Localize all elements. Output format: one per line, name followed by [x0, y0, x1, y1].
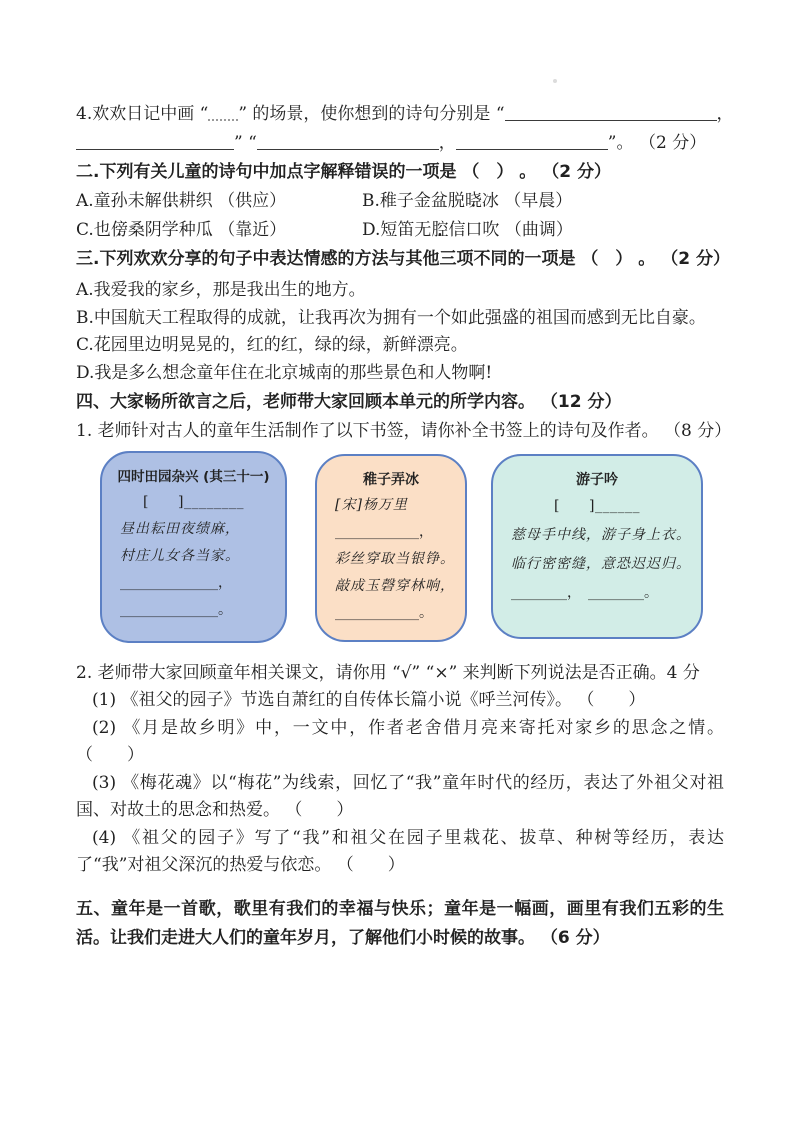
q2-item-2: (2) 《月是故乡明》中，一文中，作者老舍借月亮来寄托对家乡的思念之情。 （ ）	[76, 717, 724, 766]
card-poem-line: 敲成玉磬穿林响，	[335, 577, 455, 594]
bookmark-card-zhizi-nongbing	[315, 454, 467, 642]
section-3-option-c: C.花园里边明晃晃的，红的红，绿的绿，新鲜漂亮。	[76, 335, 468, 356]
q4-text-comma: ，	[716, 104, 734, 124]
section-3-option-b: B.中国航天工程取得的成就，让我再次为拥有一个如此强盛的祖国而感到无比自豪。	[76, 307, 706, 328]
q4-answer-blank-4	[456, 132, 608, 150]
option-text: 冰 （早晨）	[481, 191, 573, 211]
scan-artifact-dot	[553, 79, 557, 83]
option-text: 耕织 （供应）	[178, 191, 287, 211]
option-text: C.也	[76, 220, 111, 240]
bookmark-cards	[100, 451, 724, 643]
card-poem-line: 慈母手中线，游子身上衣。	[511, 526, 691, 543]
dotted-char: 晓 •	[465, 187, 482, 216]
section-2-option-b	[362, 187, 572, 216]
section-3-heading: 三.下列欢欢分享的句子中表达情感的方法与其他三项不同的一项是 （ ） 。 （2 分）	[76, 249, 730, 269]
card-blank-line: ____________。	[335, 604, 433, 621]
section-2-heading: 二.下列有关儿童的诗句中加点字解释错误的一项是 （ ） 。 （2 分）	[76, 162, 611, 182]
card-poem-line: 彩丝穿取当银铮。	[335, 550, 455, 567]
card-poem-line: 村庄儿女各当家。	[120, 547, 240, 564]
q4-text-mid: ” 的场景，使你想到的诗句分别是 “	[238, 104, 505, 124]
q4-text-comma-2: ，	[438, 133, 456, 153]
q4-text-quotes: ” “	[234, 133, 257, 153]
card-title: 稚子弄冰	[363, 471, 419, 488]
q4-text-close: ”。	[607, 133, 634, 153]
q2-item-1: (1) 《祖父的园子》节选自萧红的自传体长篇小说《呼兰河传》。 （ ）	[92, 690, 646, 711]
card-title: 游子吟	[576, 471, 618, 488]
q4-score: （2 分）	[647, 133, 707, 153]
q2-item-4: (4) 《祖父的园子》写了“我”和祖父在园子里栽花、拔草、种树等经历，表达了“我”对祖父深沉的热爱与依恋。 （ ）	[76, 827, 724, 876]
dotted-char: 傍 •	[111, 216, 128, 245]
q4-answer-blank-2	[76, 132, 234, 150]
card-blank-line: ________， ________。	[511, 584, 658, 601]
q4-answer-blank-3	[257, 132, 439, 150]
section-2-options-row-1	[76, 187, 724, 216]
card-title: 四时田园杂兴 (其三十一)	[117, 468, 270, 485]
q2-item-3: (3) 《梅花魂》以“梅花”为线索，回忆了“我”童年时代的经历，表达了外祖父对祖国、对故土的思念和热爱。 （ ）	[76, 772, 724, 821]
card-poem-line: 昼出耘田夜绩麻，	[120, 520, 240, 537]
card-author-blank: [ ]______	[554, 497, 640, 514]
section-3-option-d: D.我是多么想念童年住在北京城南的那些景色和人物啊!	[76, 363, 493, 384]
section-3-option-a: A.我爱我的家乡，那是我出生的地方。	[76, 280, 366, 300]
section-2-options-row-2	[76, 216, 724, 245]
section-4-question-2: 2. 老师带大家回顾童年相关课文，请你用 “√” “×” 来判断下列说法是否正确。4 分	[76, 662, 700, 683]
card-blank-line: ______________，	[120, 574, 232, 591]
section-5-heading: 五、童年是一首歌，歌里有我们的幸福与快乐；童年是一幅画，画里有我们五彩的生活。让我们走进大人们的童年岁月，了解他们小时候的故事。 （6 分）	[76, 898, 724, 949]
option-text: 桑阴学种瓜 （靠近）	[127, 220, 287, 240]
section-2-option-d	[362, 216, 573, 245]
section-2-option-a	[76, 187, 362, 216]
q4-wavy-blank	[208, 106, 238, 121]
section-4-question-2-block	[76, 660, 724, 880]
option-text: D.短笛无	[362, 220, 432, 240]
card-poem-line: 临行密密缝，意恐迟迟归。	[511, 555, 691, 572]
dotted-char: 腔 •	[431, 216, 448, 245]
option-text: 信口吹 （曲调）	[448, 220, 573, 240]
section-3-options	[76, 277, 724, 388]
section-4-heading: 四、大家畅所欲言之后，老师带大家回顾本单元的所学内容。 （12 分）	[76, 391, 622, 412]
card-blank-line: ______________。	[120, 601, 232, 618]
question-4-line-1	[76, 100, 734, 129]
card-author-blank: [ ]________	[143, 493, 244, 510]
option-text: A.童孙未解	[76, 191, 162, 211]
question-4-line-2	[76, 129, 724, 158]
paper-content	[76, 100, 734, 954]
card-author-line: [宋]杨万里	[335, 496, 408, 513]
card-blank-line: ____________，	[335, 523, 433, 540]
section-4-question-1: 1. 老师针对古人的童年生活制作了以下书签，请你补全书签上的诗句及作者。 （8 分）	[76, 420, 732, 441]
option-text: B.稚子金盆脱	[362, 191, 465, 211]
dotted-char: 供 •	[162, 187, 179, 216]
bookmark-card-youzi-yin	[491, 454, 703, 639]
bookmark-card-sishi-tianyuan-zaxing	[100, 451, 287, 643]
q4-text-pre: 4.欢欢日记中画 “	[76, 104, 209, 124]
section-2-option-c	[76, 216, 362, 245]
q4-answer-blank-1	[505, 103, 717, 121]
